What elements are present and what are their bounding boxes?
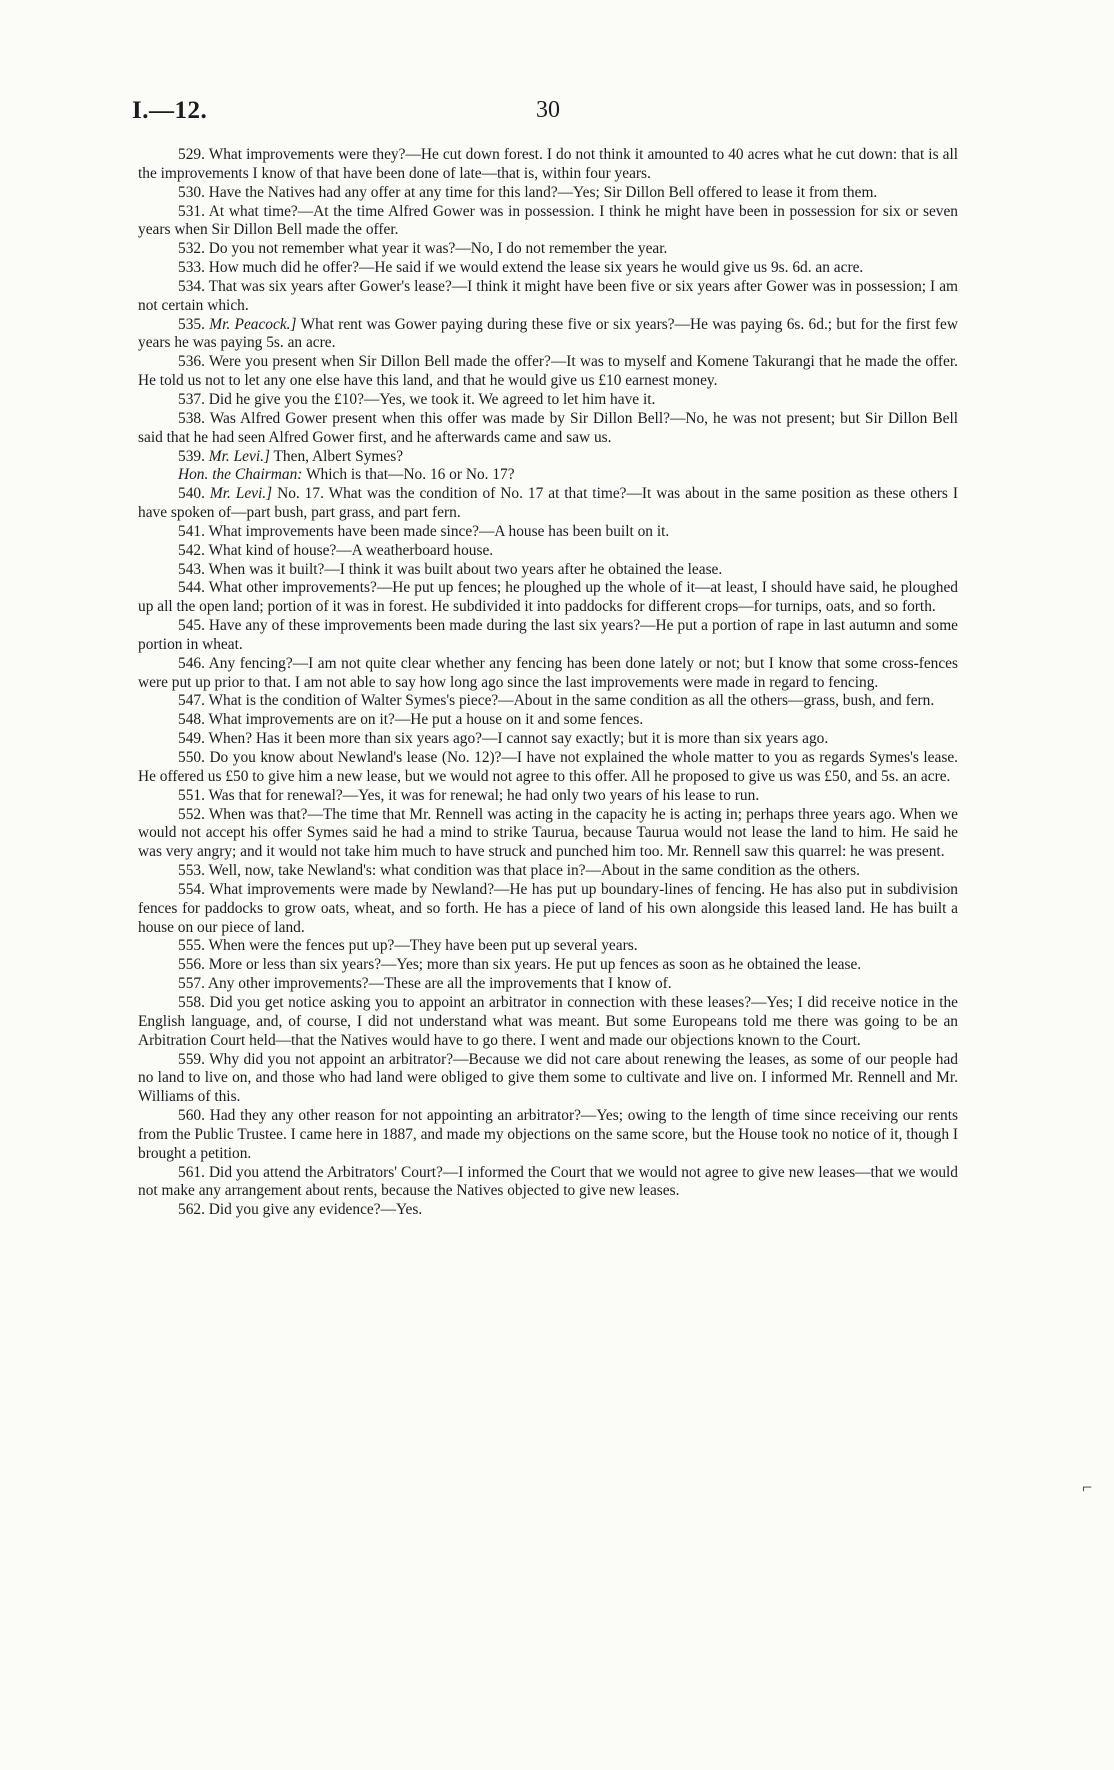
speaker-label: Mr. Levi.]: [209, 485, 273, 503]
testimony-paragraph: 550. Do you know about Newland's lease (No. 12)?—I have not explained the whole matter to you as regards Symes's lease. He offered us £50 to give him a new lease, but we would not agree to this offer. All he proposed to give us was £50, and 5s. an acre.: [138, 749, 958, 785]
testimony-paragraph: 531. At what time?—At the time Alfred Gower was in possession. I think he might have been in possession for six or seven years when Sir Dillon Bell made the offer.: [138, 202, 958, 239]
testimony-paragraph: [138, 316, 958, 354]
testimony-paragraph: 552. When was that?—The time that Mr. Rennell was acting in the capacity he is acting in; perhaps three years ago. When we would not accept his offer Symes said he had a mind to strike Taurua, because Taurua would not lease the land to him. He said he was very angry; and it would not take him much to have struck and punched him too. Mr. Rennell saw this quarrel: he was present.: [138, 805, 958, 861]
testimony-paragraph: 551. Was that for renewal?—Yes, it was for renewal; he had only two years of his lease to run.: [178, 786, 760, 804]
testimony-paragraph: 548. What improvements are on it?—He put a house on it and some fences.: [178, 711, 644, 729]
testimony-paragraph: 553. Well, now, take Newland's: what condition was that place in?—About in the same condition as the others.: [178, 862, 860, 880]
testimony-paragraph: 530. Have the Natives had any offer at any time for this land?—Yes; Sir Dillon Bell offered to lease it from them.: [178, 183, 878, 201]
testimony-paragraph: 561. Did you attend the Arbitrators' Court?—I informed the Court that we would not agree to give new leases—that we would not make any arrangement about rents, because the Natives objected to give new leases.: [138, 1163, 958, 1200]
testimony-paragraph: 532. Do you not remember what year it was?—No, I do not remember the year.: [178, 240, 668, 258]
paragraph-text: Then, Albert Symes?: [273, 447, 404, 465]
testimony-paragraph: 542. What kind of house?—A weatherboard house.: [178, 541, 494, 559]
testimony-paragraph: 529. What improvements were they?—He cut down forest. I do not think it amounted to 40 acres what he cut down: that is all the improvements I know of that have been done of late—that is, within four years.: [138, 146, 958, 182]
testimony-paragraph: [138, 466, 958, 485]
testimony-paragraph: 541. What improvements have been made since?—A house has been built on it.: [178, 522, 670, 540]
margin-mark: ⌐: [1082, 1477, 1093, 1497]
testimony-paragraph: 545. Have any of these improvements been made during the last six years?—He put a portion of rape in last autumn and some portion in wheat.: [138, 617, 958, 653]
testimony-paragraph: 537. Did he give you the £10?—Yes, we took it. We agreed to let him have it.: [178, 390, 656, 408]
testimony-paragraph: 560. Had they any other reason for not appointing an arbitrator?—Yes; owing to the length of time since receiving our rents from the Public Trustee. I came here in 1887, and made my objections on the same score, but the House took no notice of it, though I brought a petition.: [138, 1107, 958, 1162]
page-header: [0, 97, 1114, 127]
paragraph-text: No. 17. What was the condition of No. 17 at that time?—It was about in the same position as these others I have spoken of—part bush, part grass, and part fern.: [138, 485, 958, 522]
question-number: 540.: [178, 485, 205, 503]
testimony-paragraph: 549. When? Has it been more than six years ago?—I cannot say exactly; but it is more than six years ago.: [178, 730, 829, 748]
question-number: 535.: [178, 315, 205, 333]
testimony-paragraph: 557. Any other improvements?—These are all the improvements that I know of.: [178, 975, 672, 993]
paragraph-text: Which is that—No. 16 or No. 17?: [305, 466, 515, 484]
document-reference: I.—12.: [132, 97, 208, 124]
testimony-paragraph: 538. Was Alfred Gower present when this offer was made by Sir Dillon Bell?—No, he was not present; but Sir Dillon Bell said that he had seen Alfred Gower first, and he afterwards came and saw us.: [138, 409, 958, 446]
speaker-label: Mr. Peacock.]: [209, 315, 297, 333]
speaker-label: Mr. Levi.]: [208, 447, 270, 465]
testimony-paragraph: 556. More or less than six years?—Yes; more than six years. He put up fences as soon as he obtained the lease.: [178, 956, 862, 974]
testimony-paragraph: 558. Did you get notice asking you to appoint an arbitrator in connection with these leases?—Yes; I did receive notice in the English language, and, of course, I did not understand what was meant. But some Europeans told me there was going to be an Arbitration Court held—that the Natives would have to go there. I went and made our objections known to the Court.: [138, 993, 958, 1049]
testimony-paragraph: 546. Any fencing?—I am not quite clear whether any fencing has been done lately or not; but I know that some cross-fences were put up prior to that. I am not able to say how long ago since the last improvements were made in regard to fencing.: [138, 654, 958, 691]
testimony-paragraph: 533. How much did he offer?—He said if we would extend the lease six years he would give us 9s. 6d. an acre.: [178, 259, 864, 277]
paragraph-text: What rent was Gower paying during these five or six years?—He was paying 6s. 6d.; but for the first few years he was paying 5s. an acre.: [138, 315, 958, 352]
testimony-paragraph: 559. Why did you not appoint an arbitrator?—Because we did not care about renewing the leases, as some of our people had no land to live on, and those who had land were obliged to give them some to cultivate and live on. I informed Mr. Rennell and Mr. Williams of this.: [138, 1050, 958, 1106]
testimony-text: [138, 146, 958, 1220]
testimony-paragraph: 536. Were you present when Sir Dillon Bell made the offer?—It was to myself and Komene Takurangi that he made the offer. He told us not to let any one else have this land, and that he would give us £10 earnest money.: [138, 353, 958, 390]
testimony-paragraph: 534. That was six years after Gower's lease?—I think it might have been five or six years after Gower was in possession; I am not certain which.: [138, 277, 958, 314]
page-number: 30: [536, 97, 560, 123]
question-number: 539.: [178, 447, 205, 465]
testimony-paragraph: 547. What is the condition of Walter Symes's piece?—About in the same condition as all the others—grass, bush, and fern.: [178, 692, 935, 710]
testimony-paragraph: [138, 485, 958, 523]
testimony-paragraph: 544. What other improvements?—He put up fences; he ploughed up the whole of it—at least, I should have said, he ploughed up all the open land; portion of it was in forest. He subdivided it into paddocks for different crops—for turnips, oats, and so forth.: [138, 579, 958, 616]
testimony-paragraph: [138, 448, 958, 467]
testimony-paragraph: 554. What improvements were made by Newland?—He has put up boundary-lines of fencing. He has also put in subdivision fences for paddocks to grow oats, wheat, and so forth. He has a piece of land of his own alongside this leased land. He has built a house on our piece of land.: [138, 880, 958, 936]
testimony-paragraph: 543. When was it built?—I think it was built about two years after he obtained the lease.: [178, 560, 723, 578]
testimony-paragraph: 562. Did you give any evidence?—Yes.: [178, 1201, 423, 1219]
speaker-label: Hon. the Chairman:: [178, 466, 303, 484]
testimony-paragraph: 555. When were the fences put up?—They have been put up several years.: [178, 937, 638, 955]
